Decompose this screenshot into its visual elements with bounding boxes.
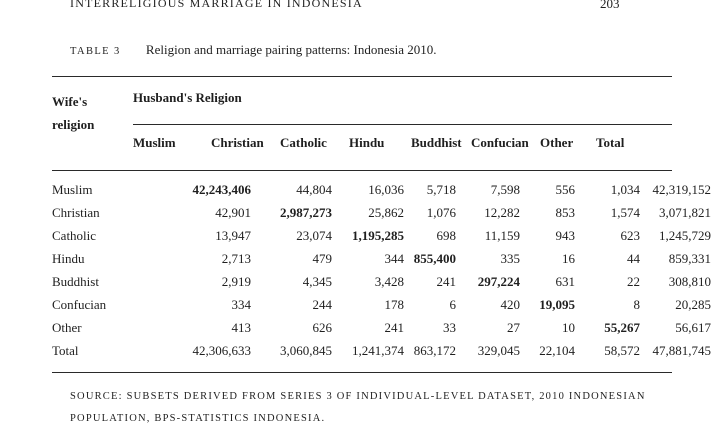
table-cell: 3,071,821	[659, 204, 711, 220]
row-label: Hindu	[52, 250, 85, 266]
table-cell: 7,598	[490, 181, 520, 197]
table-cell: 631	[555, 273, 575, 289]
table-cell: 27	[507, 319, 520, 335]
table-cell: 1,574	[610, 204, 640, 220]
table-cell: 943	[555, 227, 575, 243]
table-cell: 244	[312, 296, 332, 312]
table-row	[52, 201, 711, 224]
row-label: Other	[52, 319, 82, 335]
spanner-rule	[133, 124, 672, 125]
table-cell: 2,919	[221, 273, 251, 289]
table-cell: 6	[449, 296, 456, 312]
header-bottom-rule	[52, 170, 672, 171]
column-header: Muslim	[133, 135, 176, 150]
table-cell: 42,901	[215, 204, 251, 220]
page-number: 203	[600, 0, 620, 11]
table-cell: 16	[562, 250, 575, 266]
table-cell: 22,104	[539, 342, 575, 358]
table-cell: 855,400	[413, 250, 456, 266]
table-cell: 11,159	[484, 227, 520, 243]
table-cell: 3,060,845	[280, 342, 332, 358]
column-header: Confucian	[471, 135, 529, 150]
table-cell: 863,172	[413, 342, 456, 358]
table-cell: 1,076	[426, 204, 456, 220]
table-cell: 10	[562, 319, 575, 335]
table-cell: 479	[312, 250, 332, 266]
row-label: Muslim	[52, 181, 93, 197]
caption-text: Religion and marriage pairing patterns: Indonesia 2010.	[145, 42, 437, 57]
table-cell: 16,036	[368, 181, 404, 197]
table-cell: 55,267	[604, 319, 640, 335]
table-cell: 698	[436, 227, 456, 243]
table-caption	[70, 42, 437, 58]
table-cell: 56,617	[675, 319, 711, 335]
table-cell: 334	[231, 296, 251, 312]
row-label: Catholic	[52, 227, 97, 243]
table-row	[52, 178, 711, 201]
table-cell: 344	[384, 250, 404, 266]
table-cell: 19,095	[539, 296, 575, 312]
row-label: Total	[52, 342, 79, 358]
table-cell: 42,306,633	[192, 342, 251, 358]
running-title: INTERRELIGIOUS MARRIAGE IN INDONESIA	[70, 0, 363, 10]
table-cell: 241	[436, 273, 456, 289]
table-row	[52, 224, 711, 247]
table-cell: 623	[620, 227, 640, 243]
table-cell: 4,345	[302, 273, 332, 289]
column-header: Catholic	[280, 135, 327, 150]
table-cell: 1,034	[610, 181, 640, 197]
table-cell: 33	[443, 319, 456, 335]
column-header: Buddhist	[411, 135, 462, 150]
table-cell: 3,428	[374, 273, 404, 289]
table-cell: 25,862	[368, 204, 404, 220]
table-cell: 335	[500, 250, 520, 266]
table-cell: 12,282	[484, 204, 520, 220]
table-cell: 44,804	[296, 181, 332, 197]
source-note: SOURCE: SUBSETS DERIVED FROM SERIES 3 OF INDIVIDUAL-LEVEL DATASET, 2010 INDONESIAN POPULATION, BPS-STATISTICS INDONESIA.	[70, 391, 646, 424]
table-row	[52, 247, 711, 270]
table-cell: 1,245,729	[659, 227, 711, 243]
table-cell: 58,572	[604, 342, 640, 358]
table-row	[52, 293, 711, 316]
table-cell: 42,319,152	[652, 181, 711, 197]
row-label: Confucian	[52, 296, 107, 312]
table-cell: 308,810	[668, 273, 711, 289]
table-cell: 42,243,406	[192, 181, 251, 197]
table-cell: 13,947	[215, 227, 251, 243]
table-cell: 241	[384, 319, 404, 335]
table-cell: 413	[231, 319, 251, 335]
table-row	[52, 316, 711, 339]
row-label: Christian	[52, 204, 100, 220]
table-cell: 626	[312, 319, 332, 335]
table-cell: 859,331	[668, 250, 711, 266]
column-header: Christian	[211, 135, 264, 150]
table-cell: 44	[627, 250, 640, 266]
table-cell: 8	[633, 296, 640, 312]
table-cell: 556	[555, 181, 575, 197]
column-header: Hindu	[349, 135, 385, 150]
table-cell: 297,224	[477, 273, 520, 289]
table-cell: 2,987,273	[280, 204, 332, 220]
table-cell: 178	[384, 296, 404, 312]
table-cell: 853	[555, 204, 575, 220]
row-label: Buddhist	[52, 273, 99, 289]
table-cell: 22	[627, 273, 640, 289]
table-cell: 47,881,745	[652, 342, 711, 358]
table-row	[52, 270, 711, 293]
table-cell: 329,045	[477, 342, 520, 358]
running-head	[70, 0, 720, 14]
table-cell: 20,285	[675, 296, 711, 312]
table-cell: 1,241,374	[352, 342, 404, 358]
table-cell: 1,195,285	[352, 227, 404, 243]
table-label: TABLE 3	[70, 46, 121, 57]
top-rule	[52, 76, 672, 77]
table-cell: 5,718	[426, 181, 456, 197]
column-header: Other	[540, 135, 574, 150]
table-cell: 23,074	[296, 227, 332, 243]
stub-header: Wife's religion	[52, 94, 95, 132]
data-table	[52, 178, 711, 362]
column-header: Total	[596, 135, 625, 150]
table-row	[52, 339, 711, 362]
spanner-header: Husband's Religion	[133, 90, 242, 105]
table-cell: 2,713	[221, 250, 251, 266]
bottom-rule	[52, 372, 672, 373]
table-cell: 420	[500, 296, 520, 312]
